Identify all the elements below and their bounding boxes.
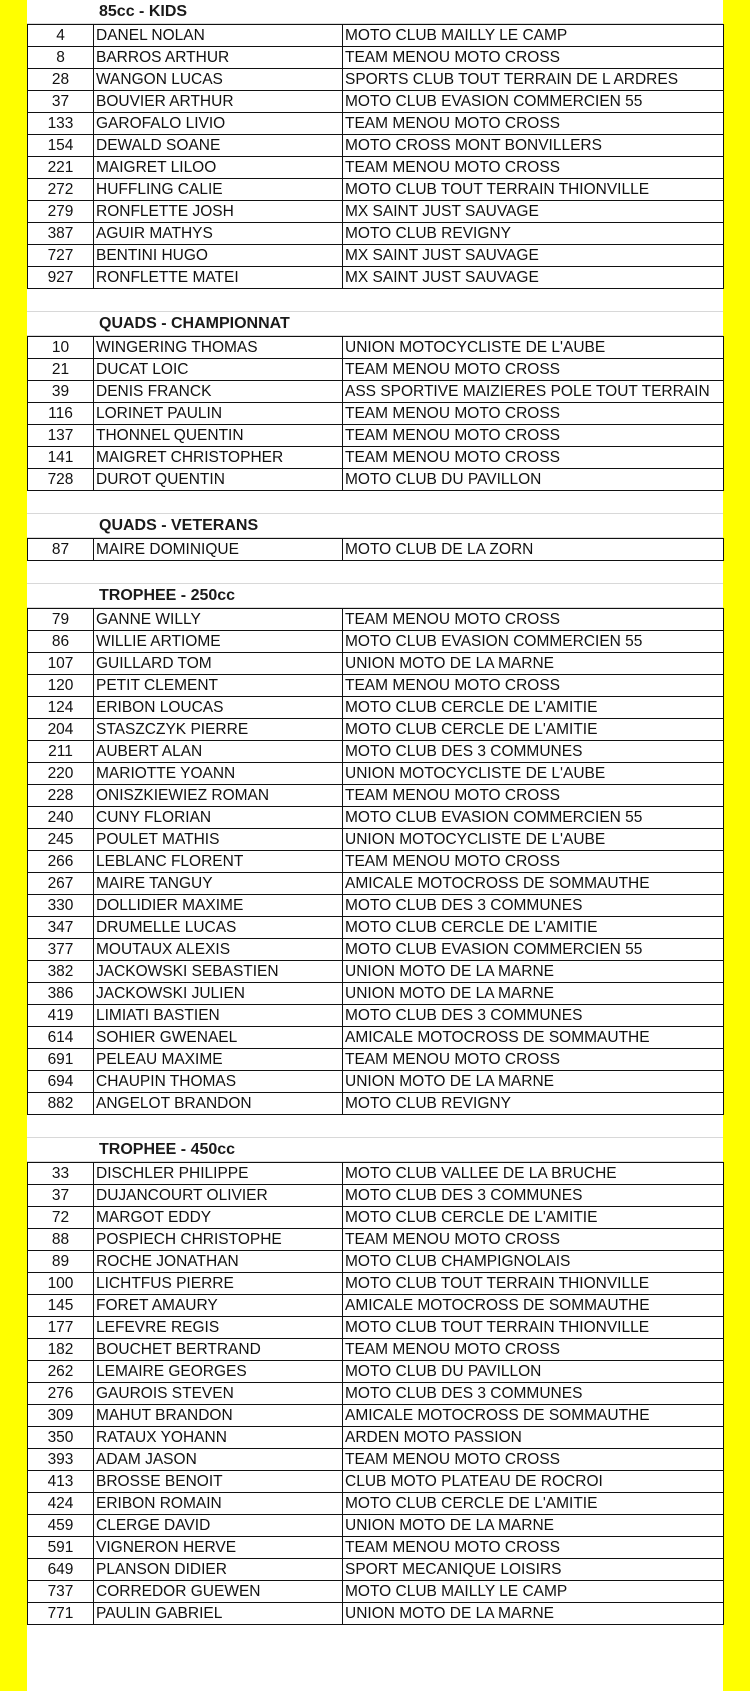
club-name: MOTO CLUB DU PAVILLON [343,1361,724,1383]
rider-number: 204 [28,719,94,741]
rider-number: 4 [28,25,94,47]
rider-name: DRUMELLE LUCAS [94,917,343,939]
rider-number: 309 [28,1405,94,1427]
club-name: UNION MOTOCYCLISTE DE L'AUBE [343,763,724,785]
rider-number: 39 [28,381,94,403]
club-name: TEAM MENOU MOTO CROSS [343,851,724,873]
rider-name: LEFEVRE REGIS [94,1317,343,1339]
rider-number: 272 [28,179,94,201]
section-gap [27,1115,723,1138]
table-row [28,1471,724,1493]
table-row [28,1537,724,1559]
club-name: MOTO CLUB CERCLE DE L'AMITIE [343,1493,724,1515]
table-row [28,1603,724,1625]
table-row [28,1515,724,1537]
rider-name: ONISZKIEWIEZ ROMAN [94,785,343,807]
table-row [28,157,724,179]
table-row [28,1163,724,1185]
rider-name: AGUIR MATHYS [94,223,343,245]
club-name: CLUB MOTO PLATEAU DE ROCROI [343,1471,724,1493]
rider-number: 72 [28,1207,94,1229]
table-row [28,829,724,851]
rider-number: 116 [28,403,94,425]
rider-name: LIMIATI BASTIEN [94,1005,343,1027]
rider-name: PAULIN GABRIEL [94,1603,343,1625]
rider-name: BENTINI HUGO [94,245,343,267]
rider-number: 387 [28,223,94,245]
table-row [28,719,724,741]
table-row [28,1251,724,1273]
club-name: MOTO CLUB TOUT TERRAIN THIONVILLE [343,1273,724,1295]
club-name: MOTO CLUB DE LA ZORN [343,539,724,561]
table-row [28,1317,724,1339]
table-row [28,539,724,561]
category-title: TROPHEE - 250cc [27,584,723,608]
rider-name: DUJANCOURT OLIVIER [94,1185,343,1207]
rider-number: 382 [28,961,94,983]
club-name: MOTO CLUB EVASION COMMERCIEN 55 [343,631,724,653]
rider-number: 591 [28,1537,94,1559]
table-row [28,47,724,69]
club-name: TEAM MENOU MOTO CROSS [343,47,724,69]
rider-name: MAIGRET LILOO [94,157,343,179]
category-section [27,312,723,491]
table-row [28,245,724,267]
rider-number: 137 [28,425,94,447]
table-row [28,267,724,289]
table-row [28,1361,724,1383]
rider-number: 771 [28,1603,94,1625]
rider-name: ROCHE JONATHAN [94,1251,343,1273]
table-row [28,1559,724,1581]
rider-name: DEWALD SOANE [94,135,343,157]
rider-number: 89 [28,1251,94,1273]
club-name: MOTO CLUB DES 3 COMMUNES [343,1005,724,1027]
table-row [28,201,724,223]
rider-name: POULET MATHIS [94,829,343,851]
rider-name: WANGON LUCAS [94,69,343,91]
club-name: MOTO CLUB TOUT TERRAIN THIONVILLE [343,1317,724,1339]
rider-number: 245 [28,829,94,851]
rider-number: 276 [28,1383,94,1405]
rider-number: 267 [28,873,94,895]
rider-name: PETIT CLEMENT [94,675,343,697]
section-gap [27,491,723,514]
rider-number: 177 [28,1317,94,1339]
club-name: AMICALE MOTOCROSS DE SOMMAUTHE [343,873,724,895]
table-row [28,1005,724,1027]
rider-name: CORREDOR GUEWEN [94,1581,343,1603]
club-name: MOTO CLUB MAILLY LE CAMP [343,25,724,47]
rider-number: 221 [28,157,94,179]
club-name: MOTO CLUB CERCLE DE L'AMITIE [343,719,724,741]
table-row [28,917,724,939]
rider-number: 728 [28,469,94,491]
table-row [28,961,724,983]
entries-table [27,24,724,289]
club-name: TEAM MENOU MOTO CROSS [343,157,724,179]
table-row [28,179,724,201]
table-row [28,675,724,697]
rider-name: BROSSE BENOIT [94,1471,343,1493]
table-row [28,807,724,829]
club-name: TEAM MENOU MOTO CROSS [343,447,724,469]
club-name: TEAM MENOU MOTO CROSS [343,1049,724,1071]
table-row [28,1493,724,1515]
rider-number: 927 [28,267,94,289]
category-section [27,584,723,1115]
category-title: QUADS - CHAMPIONNAT [27,312,723,336]
rider-name: THONNEL QUENTIN [94,425,343,447]
rider-name: WILLIE ARTIOME [94,631,343,653]
rider-name: RATAUX YOHANN [94,1427,343,1449]
table-row [28,609,724,631]
rider-name: LEMAIRE GEORGES [94,1361,343,1383]
rider-name: BOUVIER ARTHUR [94,91,343,113]
rider-number: 120 [28,675,94,697]
table-row [28,1207,724,1229]
club-name: MOTO CLUB MAILLY LE CAMP [343,1581,724,1603]
table-row [28,1071,724,1093]
rider-number: 8 [28,47,94,69]
table-row [28,697,724,719]
rider-name: GAUROIS STEVEN [94,1383,343,1405]
club-name: SPORTS CLUB TOUT TERRAIN DE L ARDRES [343,69,724,91]
rider-name: MOUTAUX ALEXIS [94,939,343,961]
rider-name: LICHTFUS PIERRE [94,1273,343,1295]
table-row [28,223,724,245]
rider-name: DENIS FRANCK [94,381,343,403]
club-name: TEAM MENOU MOTO CROSS [343,359,724,381]
rider-number: 145 [28,1295,94,1317]
rider-name: ERIBON ROMAIN [94,1493,343,1515]
rider-number: 182 [28,1339,94,1361]
table-row [28,1405,724,1427]
rider-number: 87 [28,539,94,561]
entries-table [27,538,724,561]
category-title: QUADS - VETERANS [27,514,723,538]
club-name: MOTO CLUB DES 3 COMMUNES [343,1383,724,1405]
table-row [28,631,724,653]
table-row [28,359,724,381]
category-section [27,514,723,561]
club-name: TEAM MENOU MOTO CROSS [343,1537,724,1559]
rider-name: GUILLARD TOM [94,653,343,675]
rider-name: ANGELOT BRANDON [94,1093,343,1115]
rider-number: 154 [28,135,94,157]
club-name: TEAM MENOU MOTO CROSS [343,1339,724,1361]
rider-number: 649 [28,1559,94,1581]
rider-name: CLERGE DAVID [94,1515,343,1537]
club-name: MOTO CLUB CERCLE DE L'AMITIE [343,697,724,719]
table-row [28,425,724,447]
rider-number: 419 [28,1005,94,1027]
rider-name: DUCAT LOIC [94,359,343,381]
club-name: TEAM MENOU MOTO CROSS [343,1449,724,1471]
club-name: UNION MOTO DE LA MARNE [343,1515,724,1537]
table-row [28,1049,724,1071]
section-gap [27,289,723,312]
rider-number: 614 [28,1027,94,1049]
table-row [28,1185,724,1207]
table-row [28,1449,724,1471]
club-name: MOTO CLUB DES 3 COMMUNES [343,895,724,917]
club-name: MOTO CLUB DES 3 COMMUNES [343,1185,724,1207]
section-gap [27,561,723,584]
club-name: MOTO CLUB DU PAVILLON [343,469,724,491]
club-name: MOTO CROSS MONT BONVILLERS [343,135,724,157]
club-name: UNION MOTO DE LA MARNE [343,1071,724,1093]
club-name: MOTO CLUB CHAMPIGNOLAIS [343,1251,724,1273]
club-name: SPORT MECANIQUE LOISIRS [343,1559,724,1581]
table-row [28,25,724,47]
rider-number: 424 [28,1493,94,1515]
rider-number: 28 [28,69,94,91]
club-name: TEAM MENOU MOTO CROSS [343,609,724,631]
table-row [28,1273,724,1295]
club-name: MOTO CLUB REVIGNY [343,1093,724,1115]
entries-table [27,608,724,1115]
club-name: UNION MOTO DE LA MARNE [343,983,724,1005]
rider-number: 694 [28,1071,94,1093]
table-row [28,873,724,895]
club-name: TEAM MENOU MOTO CROSS [343,785,724,807]
rider-name: MAIRE TANGUY [94,873,343,895]
rider-number: 86 [28,631,94,653]
table-row [28,763,724,785]
club-name: TEAM MENOU MOTO CROSS [343,403,724,425]
club-name: ASS SPORTIVE MAIZIERES POLE TOUT TERRAIN [343,381,724,403]
rider-number: 330 [28,895,94,917]
rider-name: BOUCHET BERTRAND [94,1339,343,1361]
rider-number: 37 [28,1185,94,1207]
rider-name: HUFFLING CALIE [94,179,343,201]
rider-number: 141 [28,447,94,469]
table-row [28,113,724,135]
rider-name: ERIBON LOUCAS [94,697,343,719]
table-row [28,469,724,491]
rider-number: 10 [28,337,94,359]
table-row [28,939,724,961]
club-name: MX SAINT JUST SAUVAGE [343,245,724,267]
club-name: TEAM MENOU MOTO CROSS [343,675,724,697]
rider-name: LEBLANC FLORENT [94,851,343,873]
rider-number: 350 [28,1427,94,1449]
club-name: AMICALE MOTOCROSS DE SOMMAUTHE [343,1295,724,1317]
rider-name: STASZCZYK PIERRE [94,719,343,741]
rider-number: 228 [28,785,94,807]
table-row [28,785,724,807]
rider-number: 386 [28,983,94,1005]
rider-number: 393 [28,1449,94,1471]
table-row [28,1093,724,1115]
club-name: MOTO CLUB CERCLE DE L'AMITIE [343,917,724,939]
table-row [28,983,724,1005]
club-name: TEAM MENOU MOTO CROSS [343,113,724,135]
rider-name: GANNE WILLY [94,609,343,631]
rider-number: 100 [28,1273,94,1295]
rider-name: JACKOWSKI JULIEN [94,983,343,1005]
rider-number: 33 [28,1163,94,1185]
club-name: MOTO CLUB TOUT TERRAIN THIONVILLE [343,179,724,201]
rider-name: DOLLIDIER MAXIME [94,895,343,917]
club-name: MOTO CLUB DES 3 COMMUNES [343,741,724,763]
category-section [27,1138,723,1625]
table-row [28,1339,724,1361]
rider-name: PELEAU MAXIME [94,1049,343,1071]
rider-name: AUBERT ALAN [94,741,343,763]
table-row [28,1295,724,1317]
rider-name: MARIOTTE YOANN [94,763,343,785]
rider-number: 347 [28,917,94,939]
club-name: ARDEN MOTO PASSION [343,1427,724,1449]
rider-name: ADAM JASON [94,1449,343,1471]
rider-number: 21 [28,359,94,381]
entries-table [27,1162,724,1625]
rider-name: JACKOWSKI SEBASTIEN [94,961,343,983]
rider-number: 240 [28,807,94,829]
rider-number: 727 [28,245,94,267]
table-row [28,91,724,113]
club-name: MOTO CLUB EVASION COMMERCIEN 55 [343,807,724,829]
table-row [28,135,724,157]
rider-name: LORINET PAULIN [94,403,343,425]
rider-name: MAIGRET CHRISTOPHER [94,447,343,469]
table-row [28,69,724,91]
rider-name: DUROT QUENTIN [94,469,343,491]
table-row [28,403,724,425]
rider-name: MAIRE DOMINIQUE [94,539,343,561]
table-row [28,851,724,873]
club-name: UNION MOTOCYCLISTE DE L'AUBE [343,337,724,359]
rider-number: 377 [28,939,94,961]
rider-number: 459 [28,1515,94,1537]
club-name: UNION MOTOCYCLISTE DE L'AUBE [343,829,724,851]
rider-number: 133 [28,113,94,135]
table-row [28,1229,724,1251]
table-row [28,447,724,469]
category-title: 85cc - KIDS [27,0,723,24]
club-name: MX SAINT JUST SAUVAGE [343,267,724,289]
table-row [28,381,724,403]
table-row [28,1427,724,1449]
rider-number: 882 [28,1093,94,1115]
table-row [28,653,724,675]
rider-name: GAROFALO LIVIO [94,113,343,135]
rider-number: 107 [28,653,94,675]
rider-name: DANEL NOLAN [94,25,343,47]
rider-name: VIGNERON HERVE [94,1537,343,1559]
table-row [28,1027,724,1049]
club-name: MOTO CLUB EVASION COMMERCIEN 55 [343,939,724,961]
club-name: UNION MOTO DE LA MARNE [343,653,724,675]
rider-number: 262 [28,1361,94,1383]
table-row [28,337,724,359]
rider-number: 279 [28,201,94,223]
club-name: TEAM MENOU MOTO CROSS [343,1229,724,1251]
rider-name: RONFLETTE JOSH [94,201,343,223]
club-name: TEAM MENOU MOTO CROSS [343,425,724,447]
rider-number: 266 [28,851,94,873]
rider-name: CHAUPIN THOMAS [94,1071,343,1093]
table-row [28,1581,724,1603]
rider-number: 691 [28,1049,94,1071]
club-name: MOTO CLUB VALLEE DE LA BRUCHE [343,1163,724,1185]
club-name: AMICALE MOTOCROSS DE SOMMAUTHE [343,1027,724,1049]
rider-name: PLANSON DIDIER [94,1559,343,1581]
rider-number: 124 [28,697,94,719]
club-name: MOTO CLUB CERCLE DE L'AMITIE [343,1207,724,1229]
club-name: MOTO CLUB REVIGNY [343,223,724,245]
rider-name: FORET AMAURY [94,1295,343,1317]
entries-table [27,336,724,491]
rider-name: MARGOT EDDY [94,1207,343,1229]
rider-name: RONFLETTE MATEI [94,267,343,289]
rider-number: 737 [28,1581,94,1603]
category-title: TROPHEE - 450cc [27,1138,723,1162]
club-name: AMICALE MOTOCROSS DE SOMMAUTHE [343,1405,724,1427]
rider-name: DISCHLER PHILIPPE [94,1163,343,1185]
rider-number: 79 [28,609,94,631]
entry-list-sheet [27,0,723,1691]
rider-number: 88 [28,1229,94,1251]
rider-name: POSPIECH CHRISTOPHE [94,1229,343,1251]
table-row [28,895,724,917]
rider-name: BARROS ARTHUR [94,47,343,69]
club-name: UNION MOTO DE LA MARNE [343,961,724,983]
rider-name: MAHUT BRANDON [94,1405,343,1427]
club-name: MX SAINT JUST SAUVAGE [343,201,724,223]
club-name: UNION MOTO DE LA MARNE [343,1603,724,1625]
rider-name: WINGERING THOMAS [94,337,343,359]
rider-name: SOHIER GWENAEL [94,1027,343,1049]
rider-number: 211 [28,741,94,763]
rider-number: 37 [28,91,94,113]
category-section [27,0,723,289]
table-row [28,741,724,763]
rider-number: 413 [28,1471,94,1493]
rider-name: CUNY FLORIAN [94,807,343,829]
table-row [28,1383,724,1405]
club-name: MOTO CLUB EVASION COMMERCIEN 55 [343,91,724,113]
rider-number: 220 [28,763,94,785]
